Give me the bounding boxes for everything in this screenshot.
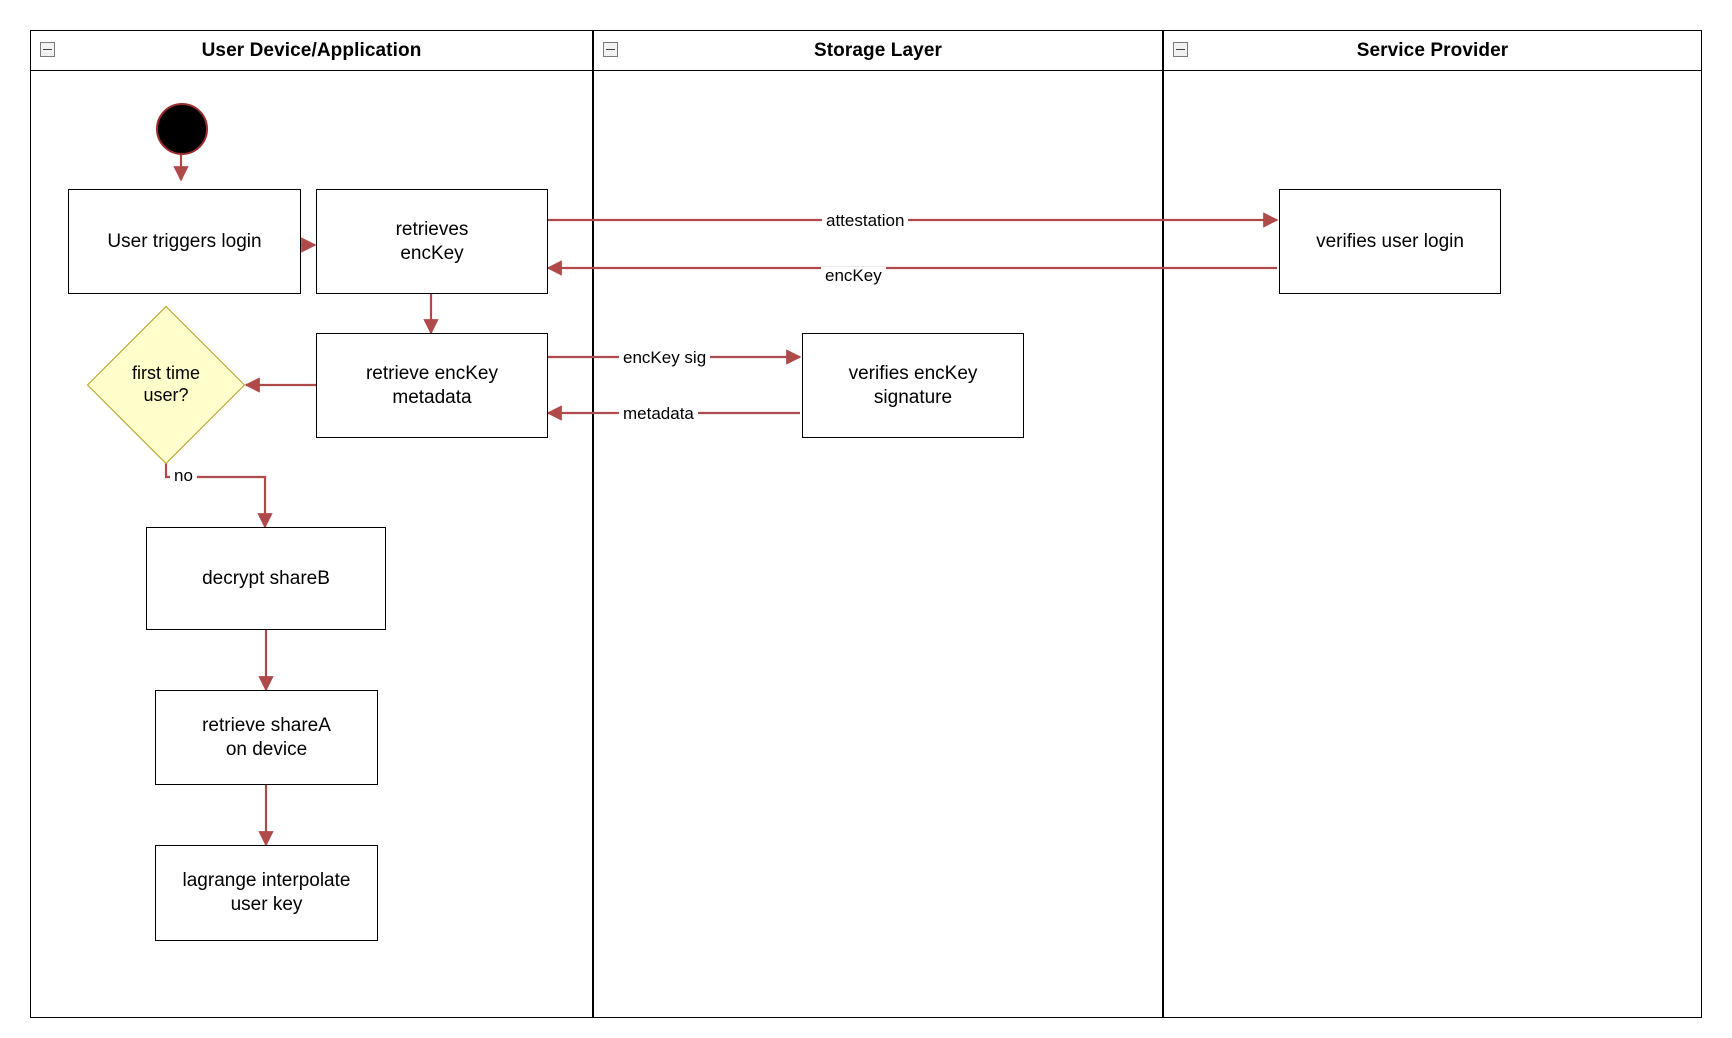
swimlane-storage-layer[interactable] (593, 30, 1163, 1018)
node-label-line1: retrieves (395, 218, 469, 240)
swimlane-title-user-device: User Device/Application (201, 39, 422, 61)
node-label-line2: on device (225, 738, 308, 760)
node-verifies-user-login[interactable] (1279, 189, 1501, 294)
node-retrieve-enckey-metadata[interactable] (316, 333, 548, 438)
edge-label-metadata: metadata (619, 405, 698, 422)
collapse-icon[interactable] (40, 42, 55, 57)
node-label: decrypt shareB (202, 567, 330, 589)
edge-label-enckey-sig: encKey sig (619, 349, 710, 366)
edge-label-enckey: encKey (821, 267, 886, 284)
node-label-line1: first time (131, 363, 200, 384)
node-label-line2: metadata (392, 386, 472, 408)
node-lagrange-interpolate-user-key[interactable] (155, 845, 378, 941)
swimlane-header-service-provider (1164, 31, 1701, 71)
node-verifies-enckey-signature[interactable] (802, 333, 1024, 438)
node-label: verifies user login (1316, 230, 1464, 252)
node-label-line2: user key (230, 894, 303, 915)
swimlane-header-storage-layer (594, 31, 1162, 71)
node-label-line2: signature (873, 386, 953, 408)
node-label-line2: encKey (400, 242, 464, 264)
node-decrypt-shareb[interactable] (146, 527, 386, 630)
node-retrieve-sharea-on-device[interactable] (155, 690, 378, 785)
start-node[interactable] (156, 103, 208, 155)
node-user-triggers-login[interactable] (68, 189, 301, 294)
node-label-line1: retrieve encKey (365, 362, 498, 384)
swimlane-title-service-provider: Service Provider (1356, 39, 1509, 61)
node-label-line1: verifies encKey (848, 362, 978, 384)
collapse-icon[interactable] (1173, 42, 1188, 57)
edge-label-no: no (170, 467, 197, 484)
swimlane-title-storage-layer: Storage Layer (813, 39, 943, 61)
swimlane-header-user-device (31, 31, 592, 71)
node-first-time-user-label (86, 355, 246, 415)
collapse-icon[interactable] (603, 42, 618, 57)
node-retrieves-enckey[interactable] (316, 189, 548, 294)
swimlane-service-provider[interactable] (1163, 30, 1702, 1018)
node-label: User triggers login (107, 230, 262, 252)
node-label-line1: retrieve shareA (202, 714, 331, 736)
node-label-line2: user? (143, 385, 189, 405)
node-label-line1: lagrange interpolate (182, 870, 351, 892)
edge-label-attestation: attestation (822, 212, 908, 229)
